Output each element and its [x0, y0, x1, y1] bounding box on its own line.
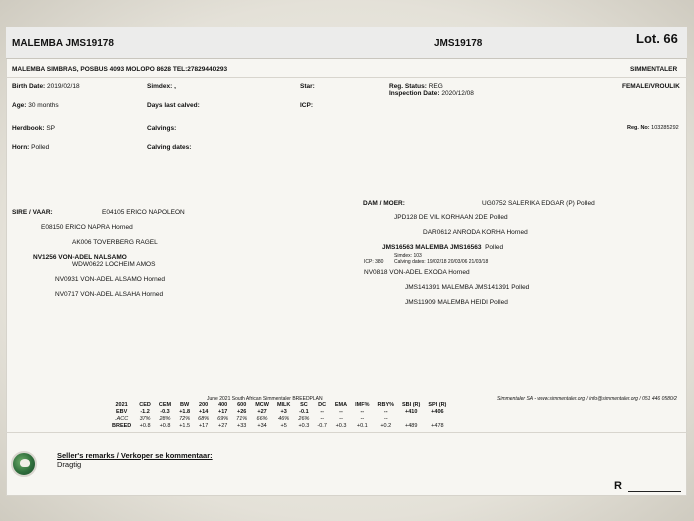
remarks-label: Seller's remarks / Verkoper se kommentaar:: [57, 451, 213, 460]
breeder-address: MALEMBA SIMBRAS, POSBUS 4093 MOLOPO 8628 TEL:27829440293: [12, 66, 228, 73]
breedplan-title: June 2021 South African Simmentaler BREEDPLAN: [207, 396, 323, 402]
lot-number: Lot. 66: [636, 31, 678, 46]
ebv-header-cell: DC: [318, 401, 327, 408]
sire-label: SIRE / VAAR:: [12, 209, 53, 216]
breed-row: [108, 422, 450, 429]
animal-id: JMS19178: [434, 38, 483, 49]
acc-cell: 46%: [278, 415, 290, 422]
acc-cell: 71%: [236, 415, 248, 422]
acc-cell: 28%: [159, 415, 171, 422]
sex: FEMALE/VROULIK: [622, 83, 680, 90]
acc-cell: 26%: [298, 415, 310, 422]
ebv-cell: +406: [431, 408, 444, 415]
simmentaler-logo: [11, 451, 37, 477]
divider: [6, 77, 687, 78]
ebv-row: [108, 408, 450, 415]
acc-cell: 72%: [179, 415, 191, 422]
breed-cell: +0.8: [159, 422, 171, 429]
breedplan-source: Simmentaler SA - www.simmentaler.org / info@simmentaler.org / 051 446 0580/2: [497, 396, 677, 402]
acc-cell: --: [339, 415, 343, 422]
horn: Horn: Polled: [12, 144, 50, 151]
breed-cell: +33: [237, 422, 247, 429]
ebv-cell: -0.1: [299, 408, 309, 415]
ebv-cell: +3: [280, 408, 287, 415]
dam-simdex: Simdex: 103: [394, 253, 422, 259]
calvings: Calvings:: [147, 125, 177, 132]
acc-cell: --: [383, 415, 388, 422]
ebv-cell: +26: [237, 408, 247, 415]
dam-dam-dam: JMS11909 MALEMBA HEIDI Polled: [405, 299, 508, 306]
breed-cell: +0.8: [139, 422, 151, 429]
ebv-header-cell: 200: [199, 401, 209, 408]
dam-calving-dates: Calving dates: 19/02/18 20/03/06 21/03/18: [394, 259, 489, 265]
sire-dam-dam-dam: NV0717 VON-ADEL ALSAHA Horned: [55, 291, 164, 298]
animal-title: MALEMBA JMS19178: [12, 38, 114, 49]
acc-cell: 66%: [256, 415, 268, 422]
dam-dam-sire: JMS141391 MALEMBA JMS141391 Polled: [405, 284, 530, 291]
dam-label: DAM / MOER:: [363, 200, 405, 207]
ebv-header-cell: SC: [300, 401, 308, 408]
ebv-cell: --: [383, 408, 388, 415]
acc-cell: .ACC: [115, 415, 129, 422]
ebv-cell: +27: [257, 408, 267, 415]
acc-row: [108, 415, 450, 422]
acc-cell: 69%: [217, 415, 229, 422]
divider: [6, 432, 687, 433]
ebv-cell: --: [339, 408, 343, 415]
simdex: Simdex: ,: [147, 83, 176, 90]
icp: ICP:: [300, 102, 313, 109]
sire-dam: NV1256 VON-ADEL NALSAMO: [33, 254, 127, 261]
calving-dates: Calving dates:: [147, 144, 192, 151]
acc-cell: [424, 415, 450, 422]
sire-dam-sire: WDW0622 LOCHEIM AMOS: [72, 261, 156, 268]
breed-cell: +0.1: [356, 422, 368, 429]
ebv-header-cell: RBY%: [377, 401, 395, 408]
ebv-cell: EBV: [115, 408, 128, 415]
ebv-header-cell: 400: [218, 401, 228, 408]
breed-cell: +0.2: [380, 422, 392, 429]
ebv-header-row: [108, 401, 450, 408]
ebv-cell: -1.2: [140, 408, 150, 415]
herdbook: Herdbook: SP: [12, 125, 55, 132]
sire-sire: E08150 ERICO NAPRA Horned: [41, 224, 133, 231]
breed-cell: +0.3: [335, 422, 347, 429]
ebv-header-cell: CEM: [158, 401, 172, 408]
price-label: R: [614, 480, 622, 492]
acc-cell: 68%: [198, 415, 210, 422]
ebv-cell: --: [320, 408, 324, 415]
ebv-table: [108, 401, 450, 429]
dam: JMS16563 MALEMBA JMS16563 Polled: [382, 244, 504, 251]
reg-status: Reg. Status: REG: [389, 83, 443, 90]
ebv-header-cell: CED: [139, 401, 151, 408]
remarks-value: Dragtig: [57, 460, 82, 469]
acc-cell: --: [320, 415, 324, 422]
sire-dam-dam: NV0931 VON-ADEL ALSAMO Horned: [55, 276, 165, 283]
dam-sire-sire: DAR0612 ANRODA KORHA Horned: [423, 229, 528, 236]
dam-dam: NV0818 VON-ADEL EXODA Horned: [364, 269, 470, 276]
acc-cell: 37%: [139, 415, 151, 422]
dam-icp: ICP: 380: [364, 259, 384, 265]
age: Age: 30 months: [12, 102, 59, 109]
breed-cell: +489: [404, 422, 418, 429]
acc-cell: --: [360, 415, 365, 422]
sire: E04105 ERICO NAPOLEON: [102, 209, 185, 216]
ebv-header-cell: 600: [237, 401, 247, 408]
breed-cell: +27: [217, 422, 228, 429]
reg-number: Reg. No: 103285292: [627, 125, 679, 131]
star: Star:: [300, 83, 315, 90]
ebv-cell: -0.3: [160, 408, 170, 415]
dam-sire: JPD128 DE VIL KORHAAN 2DE Polled: [394, 214, 508, 221]
ebv-header-cell: SBI (R): [402, 401, 421, 408]
birth-date: Birth Date: 2019/02/18: [12, 83, 80, 90]
ebv-cell: +14: [198, 408, 209, 415]
days-last-calved: Days last calved:: [147, 102, 200, 109]
ebv-header-cell: IMF%: [355, 401, 370, 408]
ebv-cell: +17: [217, 408, 228, 415]
ebv-header-cell: 2021: [115, 401, 128, 408]
breed-cell: +34: [257, 422, 267, 429]
acc-cell: [398, 415, 424, 422]
sire-sire-sire: AK006 TOVERBERG RAGEL: [72, 239, 158, 246]
breed-cell: +1.5: [179, 422, 191, 429]
breed-cell: +478: [431, 422, 444, 429]
inspection-date: Inspection Date: 2020/12/08: [389, 90, 474, 97]
ebv-header-cell: MILK: [276, 401, 291, 408]
ebv-header-cell: BW: [180, 401, 190, 408]
breed-cell: +17: [198, 422, 209, 429]
dam-top: UG0752 SALERIKA EDGAR (P) Polled: [482, 200, 595, 207]
ebv-header-cell: SPI (R): [428, 401, 447, 408]
ebv-cell: --: [360, 408, 365, 415]
ebv-header-cell: EMA: [334, 401, 348, 408]
breed-name: SIMMENTALER: [630, 66, 678, 73]
breed-cell: -0.7: [317, 422, 327, 429]
breed-cell: +0.3: [298, 422, 310, 429]
breed-cell: BREED: [112, 422, 132, 429]
ebv-header-cell: MCW: [255, 401, 269, 408]
breed-cell: +5: [280, 422, 287, 429]
ebv-cell: +410: [404, 408, 418, 415]
price-field[interactable]: [628, 491, 681, 492]
ebv-cell: +1.8: [179, 408, 191, 415]
